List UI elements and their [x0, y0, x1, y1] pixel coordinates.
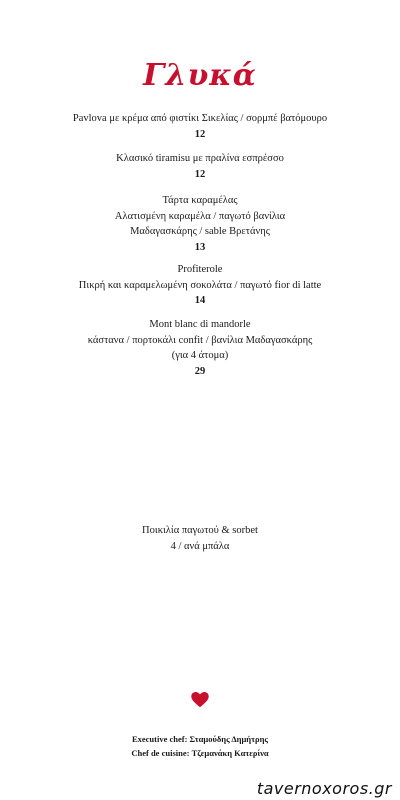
heart-icon [191, 692, 209, 708]
item-description: (για 4 άτομα) [171, 350, 229, 361]
executive-chef: Executive chef: Σταμούδης Δημήτρης [131, 734, 269, 744]
item-description: Μαδαγασκάρης / sable Βρετάνης [130, 226, 270, 237]
item-description: Πικρή και καραμελωμένη σοκολάτα / παγωτό fior di latte [78, 279, 322, 291]
page-title: Γλυκά [143, 58, 257, 93]
chef-de-cuisine: Chef de cuisine: Τζεμανάκη Κατερίνα [131, 748, 269, 758]
menu-item [0, 262, 400, 309]
item-name: Τάρτα καραμέλας [162, 195, 238, 206]
item-name: Profiterole [177, 264, 223, 275]
menu-item [0, 193, 400, 255]
item-name: Κλασικό tiramisu με πραλίνα εσπρέσσο [116, 153, 284, 164]
item-price: 4 / ανά μπάλα [170, 540, 230, 552]
menu-item [0, 151, 400, 182]
item-price: 29 [194, 365, 206, 377]
menu-item [0, 317, 400, 379]
item-name: Ποικιλία παγωτού & sorbet [142, 525, 258, 536]
watermark: tavernoxoros.gr [256, 779, 392, 798]
item-description: Αλατισμένη καραμέλα / παγωτό βανίλια [114, 210, 286, 222]
item-price: 12 [194, 128, 206, 140]
item-description: κάστανα / πορτοκάλι confit / βανίλια Μαδαγασκάρης [87, 334, 313, 346]
item-price: 13 [194, 241, 206, 253]
item-price: 12 [194, 168, 206, 180]
chef-credits [0, 732, 400, 760]
item-name: Mont blanc di mandorle [149, 319, 251, 330]
item-price: 14 [194, 295, 206, 306]
item-name: Pavlova με κρέμα από φιστίκι Σικελίας / σορμπέ βατόμουρο [72, 113, 328, 124]
menu-item [0, 111, 400, 142]
menu-item [0, 523, 400, 554]
